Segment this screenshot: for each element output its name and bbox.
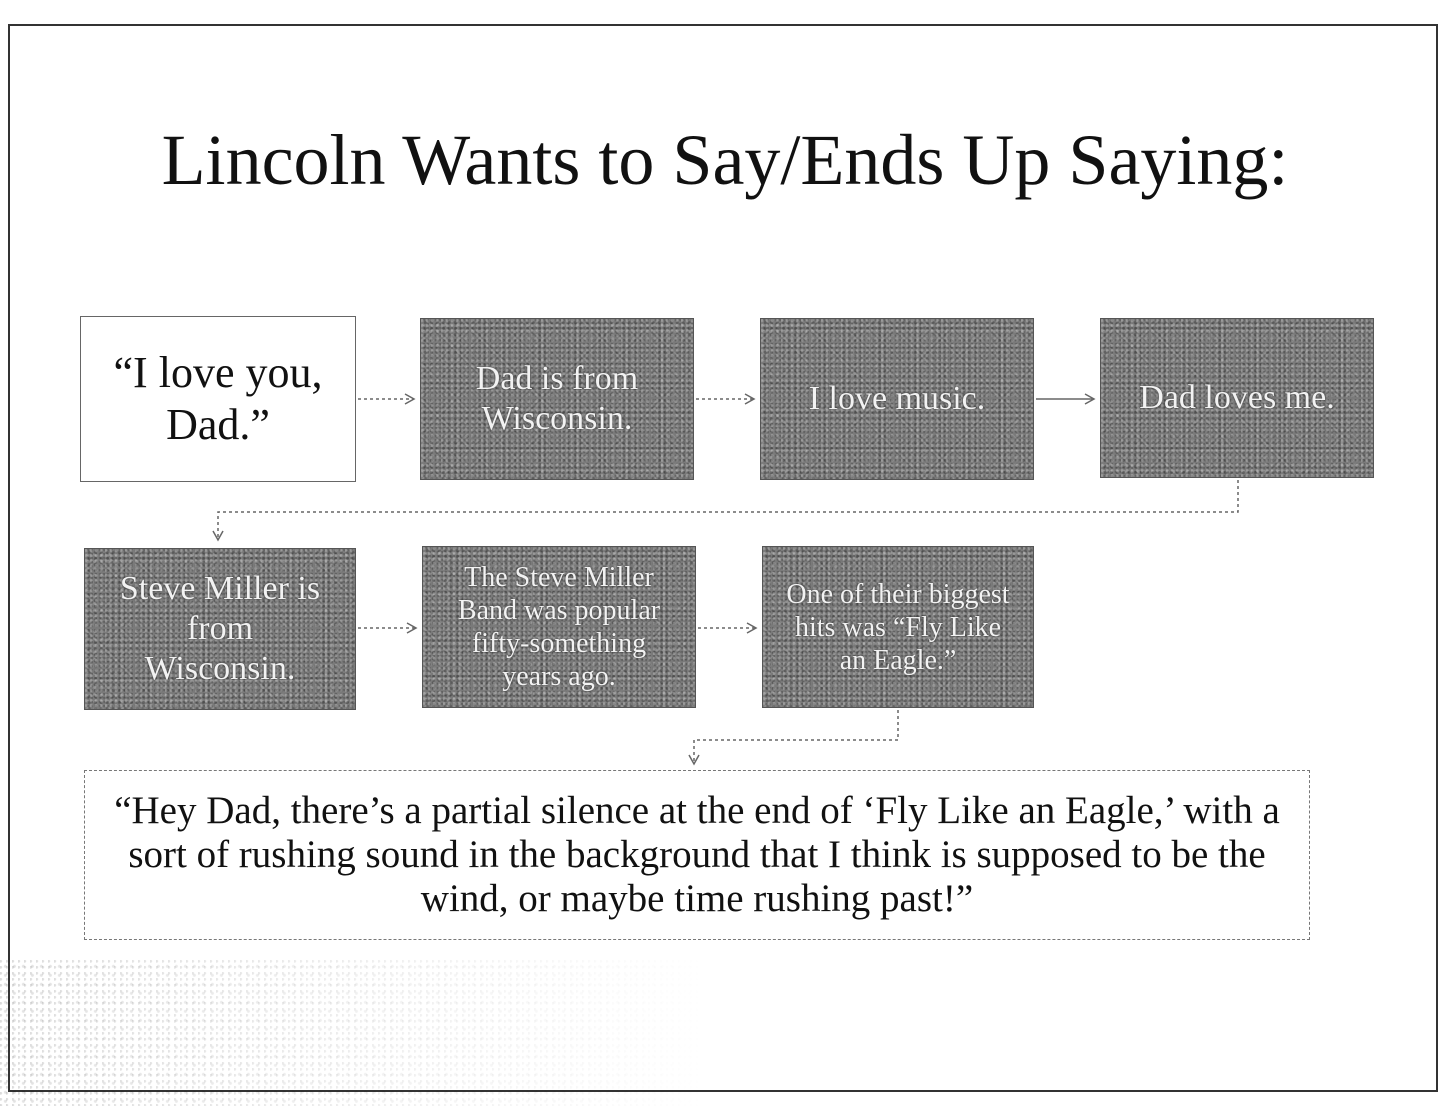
flow-box-label: I love music.	[808, 380, 986, 417]
flow-box-label: Dad is from Wisconsin.	[475, 360, 639, 437]
flow-box-label: Dad loves me.	[1139, 379, 1335, 416]
elbow-connector	[218, 480, 1238, 540]
final-quote-text: “Hey Dad, there’s a partial silence at the end of ‘Fly Like an Eagle,’ with a sort of rushing sound in the background that I think is supposed to be the wind, or maybe time rushing past!”	[114, 789, 1280, 920]
flow-box-label: The Steve Miller Band was popular fifty-something years ago.	[457, 562, 661, 692]
flow-box-label: “I love you, Dad.”	[113, 348, 323, 449]
flow-box-label: One of their biggest hits was “Fly Like an Eagle.”	[786, 578, 1010, 676]
flow-box-label: Steve Miller is from Wisconsin.	[119, 570, 321, 687]
elbow-connector	[694, 710, 898, 764]
slide-title: Lincoln Wants to Say/Ends Up Saying:	[161, 120, 1289, 200]
